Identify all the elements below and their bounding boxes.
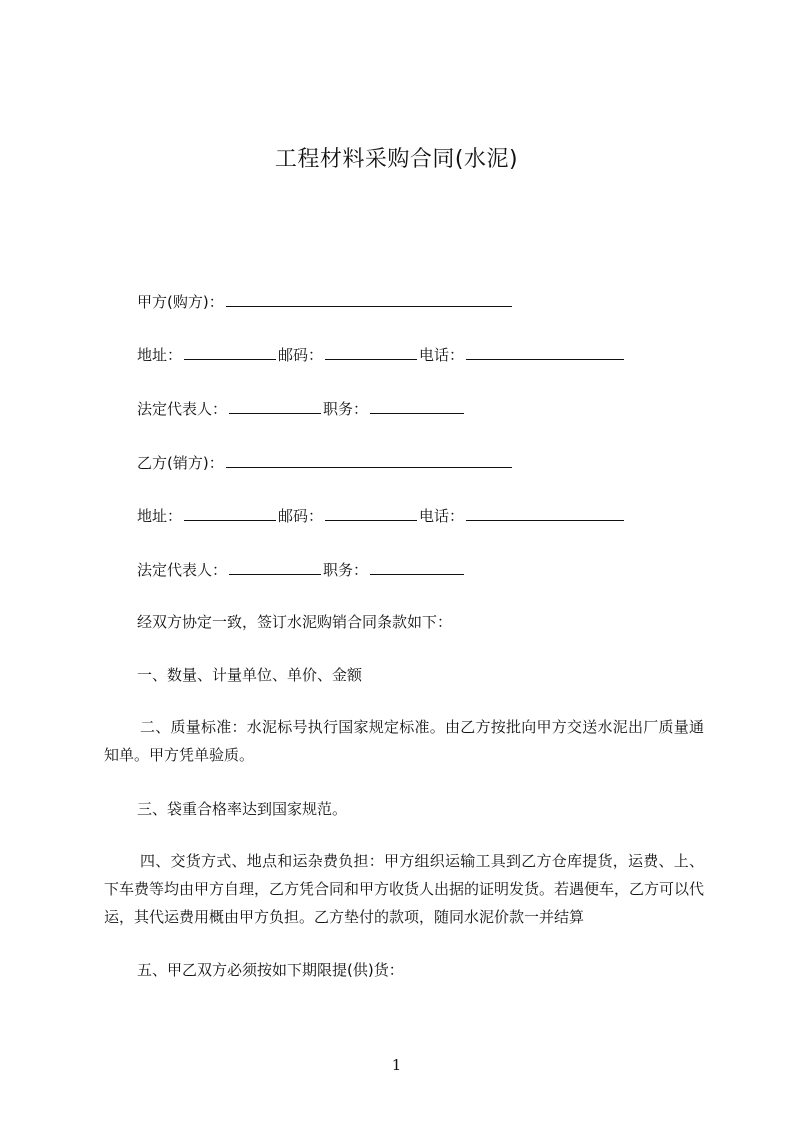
party-a-address-label: 地址： (137, 346, 183, 364)
party-a-phone-blank (466, 344, 624, 360)
clause-3: 三、袋重合格率达到国家规范。 (137, 800, 348, 818)
party-b-contact-line (137, 505, 626, 526)
party-b-name-blank (226, 452, 512, 468)
document-title: 工程材料采购合同(水泥) (274, 147, 519, 172)
party-b-phone-blank (466, 505, 624, 521)
party-b-postcode-blank (325, 505, 417, 521)
party-b-rep-label: 法定代表人： (137, 561, 228, 579)
page-number: 1 (391, 1056, 402, 1074)
party-b-address-blank (184, 505, 276, 521)
clause-4: 四、交货方式、地点和运杂费负担：甲方组织运输工具到乙方仓库提货，运费、上、下车费等均由甲方自理，乙方凭合同和甲方收货人出据的证明发货。若遇便车，乙方可以代运，其代运费用概由甲方负担。乙方垫付的款项，随同水泥价款一并结算 (104, 852, 705, 926)
party-b-phone-label: 电话： (419, 507, 465, 525)
party-b-title-blank (370, 559, 464, 575)
clause-5: 五、甲乙双方必须按如下期限提(供)货： (137, 961, 404, 979)
party-a-name-blank (226, 291, 512, 307)
party-a-label: 甲方(购方)： (137, 293, 224, 311)
party-a-postcode-blank (325, 344, 417, 360)
party-b-address-label: 地址： (137, 507, 183, 525)
party-a-rep-blank (229, 398, 321, 414)
party-a-address-blank (184, 344, 276, 360)
party-a-line (137, 291, 514, 312)
clause-1: 一、数量、计量单位、单价、金额 (137, 666, 363, 684)
party-a-rep-label: 法定代表人： (137, 400, 228, 418)
party-b-line (137, 452, 514, 473)
party-a-phone-label: 电话： (419, 346, 465, 364)
party-a-title-blank (370, 398, 464, 414)
party-a-contact-line (137, 344, 626, 365)
party-b-postcode-label: 邮码： (278, 507, 324, 525)
party-a-postcode-label: 邮码： (278, 346, 324, 364)
party-a-rep-line (137, 398, 466, 419)
party-b-rep-blank (229, 559, 321, 575)
intro-text: 经双方协定一致，签订水泥购销合同条款如下： (137, 613, 453, 631)
clause-2: 二、质量标准：水泥标号执行国家规定标准。由乙方按批向甲方交送水泥出厂质量通知单。甲方凭单验质。 (104, 718, 704, 764)
party-b-label: 乙方(销方)： (137, 454, 224, 472)
party-a-title-label: 职务： (323, 400, 369, 418)
party-b-title-label: 职务： (323, 561, 369, 579)
party-b-rep-line (137, 559, 466, 580)
